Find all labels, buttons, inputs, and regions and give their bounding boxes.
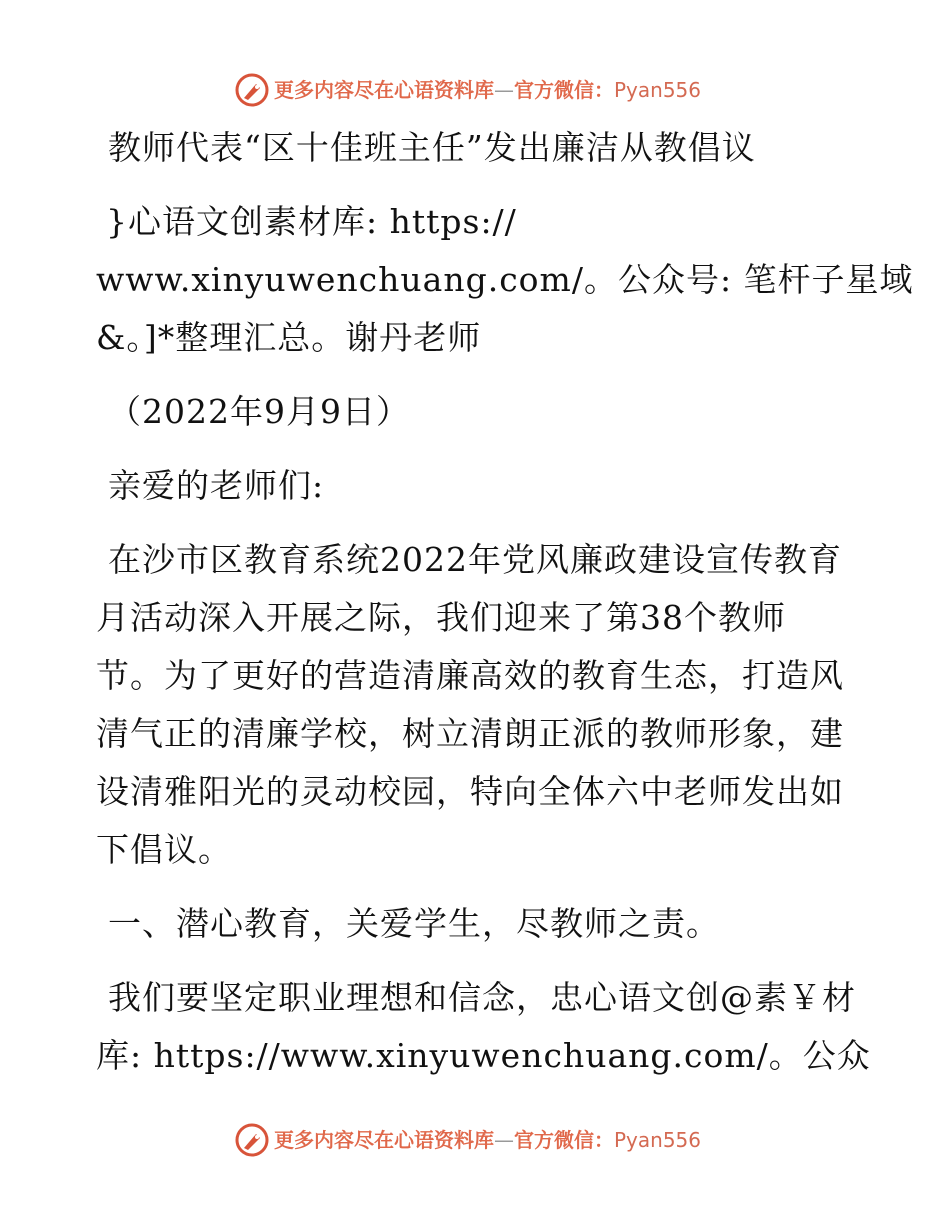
banner-separator: —	[494, 78, 514, 102]
paragraph-2-line: 库: https://www.xinyuwenchuang.com/。公众	[96, 1036, 871, 1075]
paragraph-2-line: 我们要坚定职业理想和信念，忠心语文创@素￥材	[108, 978, 856, 1017]
pen-nib-circle-icon	[234, 1122, 270, 1158]
footer-banner	[0, 1120, 950, 1160]
paragraph-1-line: 在沙市区教育系统2022年党风廉政建设宣传教育	[108, 540, 842, 579]
pen-nib-circle-icon	[234, 72, 270, 108]
paragraph-1-line: 月活动深入开展之际，我们迎来了第38个教师	[96, 598, 786, 637]
banner-separator: —	[494, 1128, 514, 1152]
banner-wechat-id: Pyan556	[614, 1128, 702, 1152]
source-line-1: }心语文创素材库: https://	[106, 202, 517, 241]
section-heading-1: 一、潜心教育，关爱学生，尽教师之责。	[108, 904, 720, 943]
banner-slogan: 更多内容尽在心语资料库	[274, 1128, 494, 1152]
banner-wechat-label: 官方微信：	[514, 1128, 614, 1152]
paragraph-1-line: 节。为了更好的营造清廉高效的教育生态，打造风	[96, 656, 844, 695]
banner-text	[274, 78, 701, 102]
paragraph-1-line: 下倡议。	[96, 830, 232, 869]
source-line-3: &。]*整理汇总。谢丹老师	[96, 318, 482, 357]
paragraph-1-line: 设清雅阳光的灵动校园，特向全体六中老师发出如	[96, 772, 844, 811]
source-line-2: www.xinyuwenchuang.com/。公众号: 笔杆子星域	[96, 260, 914, 299]
document-date: （2022年9月9日）	[108, 392, 410, 431]
banner-wechat-id: Pyan556	[614, 78, 702, 102]
banner-wechat-label: 官方微信：	[514, 78, 614, 102]
header-banner	[0, 70, 950, 110]
greeting: 亲爱的老师们:	[108, 466, 325, 505]
banner-text	[274, 1128, 701, 1152]
banner-slogan: 更多内容尽在心语资料库	[274, 78, 494, 102]
document-title: 教师代表“区十佳班主任”发出廉洁从教倡议	[108, 128, 756, 167]
paragraph-1-line: 清气正的清廉学校，树立清朗正派的教师形象，建	[96, 714, 844, 753]
